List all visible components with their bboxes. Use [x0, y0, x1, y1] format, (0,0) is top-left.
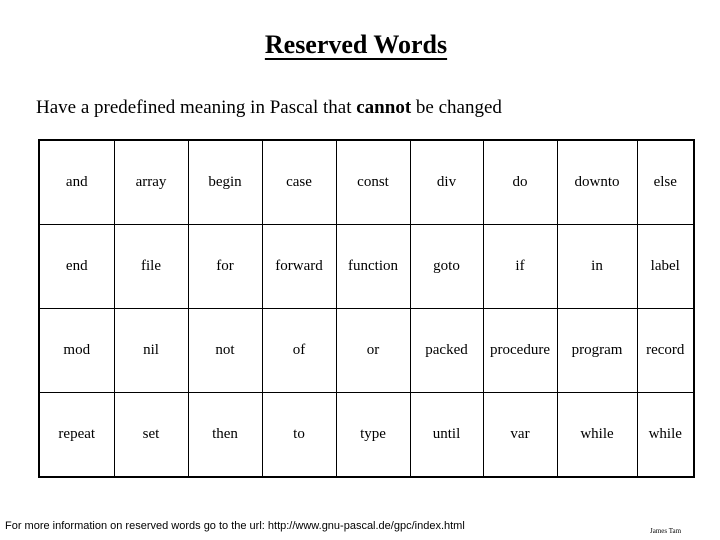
reserved-word-cell: const	[336, 140, 410, 225]
table-row	[39, 393, 694, 478]
reserved-words-table	[38, 139, 695, 478]
page-title: Reserved Words	[264, 30, 448, 59]
reserved-word-cell: forward	[262, 225, 336, 309]
reserved-word-cell: if	[483, 225, 557, 309]
reserved-word-cell: packed	[410, 309, 483, 393]
reserved-word-cell: type	[336, 393, 410, 478]
table-row	[39, 140, 694, 225]
reserved-word-cell: procedure	[483, 309, 557, 393]
subtitle-text-end: be changed	[411, 97, 502, 118]
reserved-word-cell: not	[188, 309, 262, 393]
reserved-word-cell: function	[336, 225, 410, 309]
reserved-word-cell: file	[114, 225, 188, 309]
reserved-word-cell: of	[262, 309, 336, 393]
reserved-word-cell: downto	[557, 140, 637, 225]
reserved-word-cell: label	[637, 225, 694, 309]
reserved-word-cell: begin	[188, 140, 262, 225]
footer-note: For more information on reserved words go to the url: http://www.gnu-pascal.de/gpc/index.html	[5, 520, 465, 532]
reserved-word-cell: div	[410, 140, 483, 225]
reserved-word-cell: then	[188, 393, 262, 478]
reserved-word-cell: case	[262, 140, 336, 225]
reserved-word-cell: while	[637, 393, 694, 478]
reserved-word-cell: to	[262, 393, 336, 478]
subtitle	[36, 97, 502, 119]
reserved-word-cell: end	[39, 225, 114, 309]
reserved-word-cell: mod	[39, 309, 114, 393]
reserved-word-cell: repeat	[39, 393, 114, 478]
subtitle-emphasis: cannot	[356, 97, 412, 118]
author-name: James Tam	[650, 527, 682, 535]
reserved-word-cell: for	[188, 225, 262, 309]
reserved-word-cell: program	[557, 309, 637, 393]
reserved-word-cell: record	[637, 309, 694, 393]
table-row	[39, 309, 694, 393]
reserved-word-cell: var	[483, 393, 557, 478]
reserved-word-cell: or	[336, 309, 410, 393]
reserved-word-cell: do	[483, 140, 557, 225]
reserved-word-cell: while	[557, 393, 637, 478]
table-row	[39, 225, 694, 309]
reserved-word-cell: until	[410, 393, 483, 478]
reserved-word-cell: goto	[410, 225, 483, 309]
reserved-word-cell: else	[637, 140, 694, 225]
reserved-word-cell: array	[114, 140, 188, 225]
reserved-word-cell: and	[39, 140, 114, 225]
reserved-word-cell: set	[114, 393, 188, 478]
subtitle-text: Have a predefined meaning in Pascal that	[36, 97, 357, 118]
reserved-word-cell: nil	[114, 309, 188, 393]
reserved-word-cell: in	[557, 225, 637, 309]
